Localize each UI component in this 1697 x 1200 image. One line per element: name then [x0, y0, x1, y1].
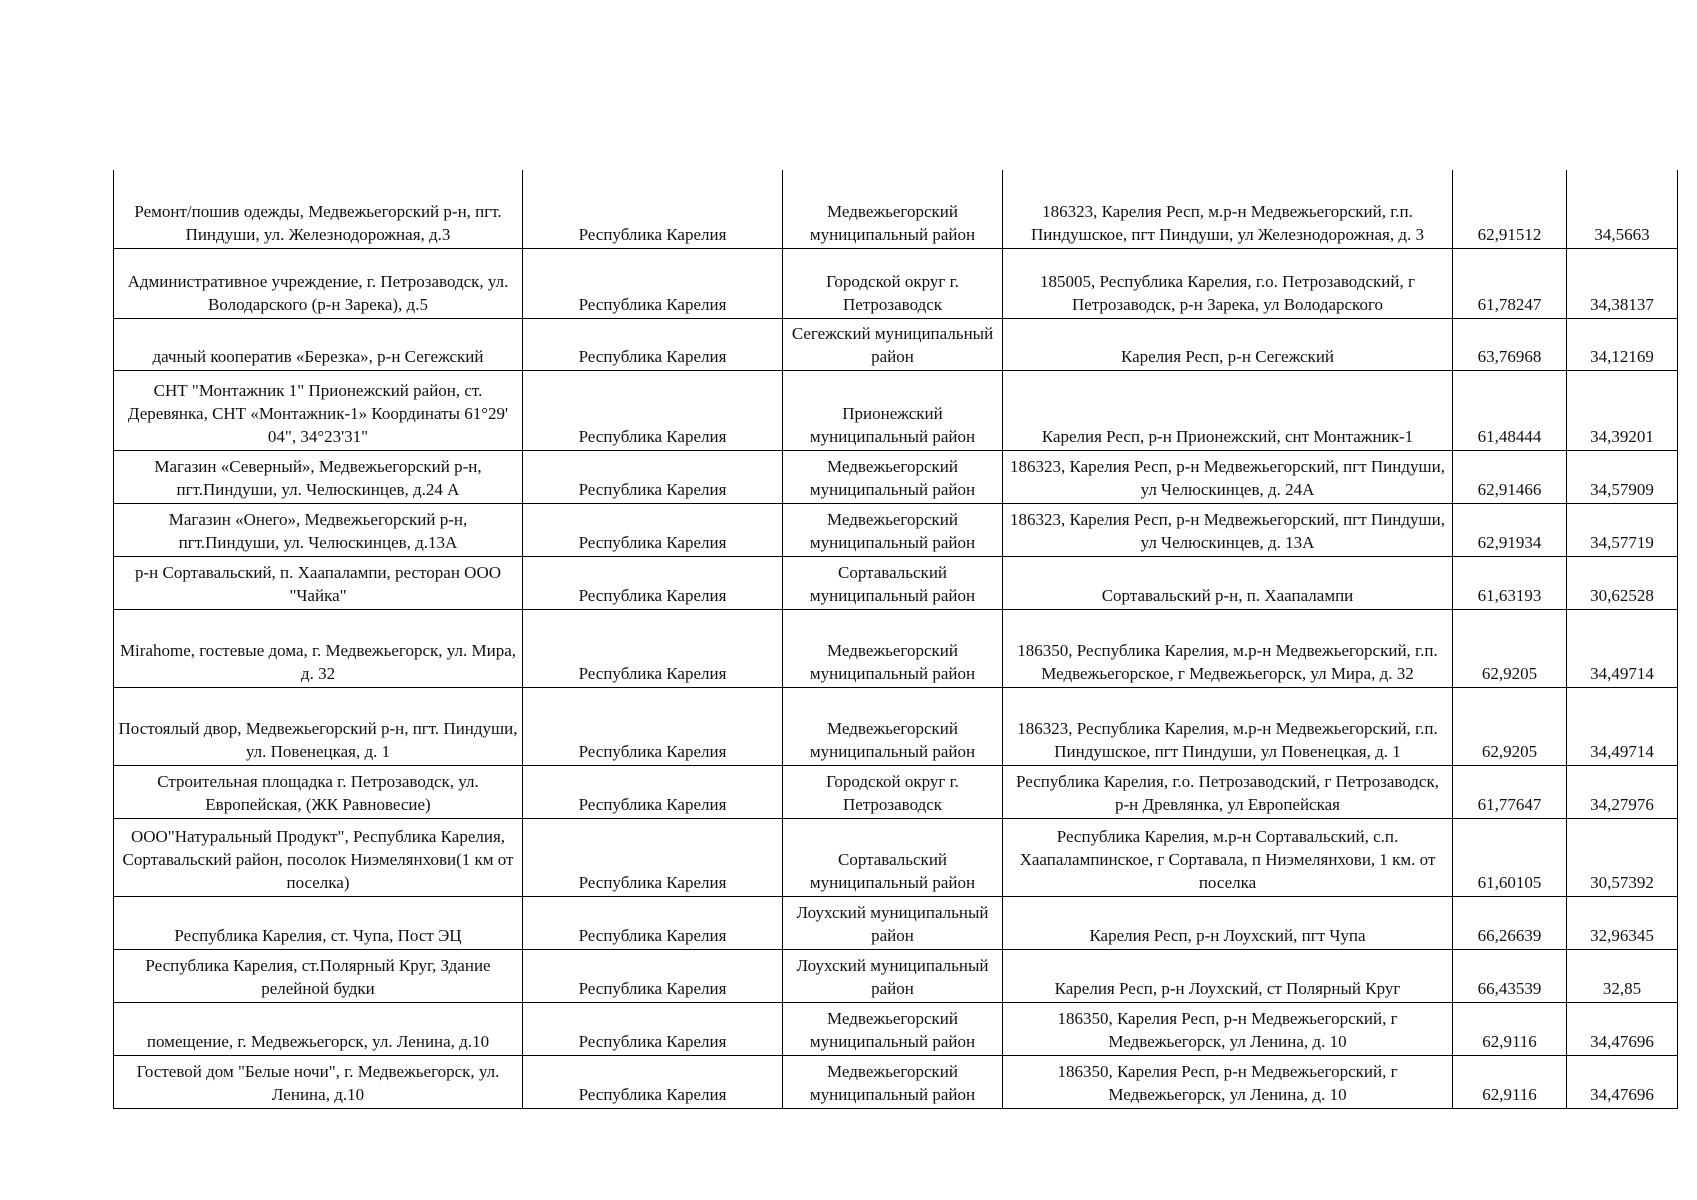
cell-latitude: 62,9116 — [1453, 1002, 1567, 1055]
cell-municipality: Сортавальский муниципальный район — [783, 818, 1003, 896]
cell-latitude: 62,91934 — [1453, 503, 1567, 556]
cell-latitude: 61,60105 — [1453, 818, 1567, 896]
cell-object-name: Mirahome, гостевые дома, г. Медвежьегорск, ул. Мира, д. 32 — [114, 609, 523, 687]
cell-address: Карелия Респ, р-н Лоухский, ст Полярный Круг — [1003, 949, 1453, 1002]
cell-municipality: Прионежский муниципальный район — [783, 370, 1003, 450]
table-row — [114, 1002, 1678, 1055]
cell-region: Республика Карелия — [523, 765, 783, 818]
cell-municipality: Медвежьегорский муниципальный район — [783, 687, 1003, 765]
cell-longitude: 32,85 — [1567, 949, 1678, 1002]
table-row — [114, 450, 1678, 503]
cell-object-name: Магазин «Онего», Медвежьегорский р-н, пгт.Пиндуши, ул. Челюскинцев, д.13А — [114, 503, 523, 556]
cell-latitude: 62,9205 — [1453, 609, 1567, 687]
cell-address: 185005, Республика Карелия, г.о. Петрозаводский, г Петрозаводск, р-н Зарека, ул Володарского — [1003, 248, 1453, 318]
cell-object-name: СНТ "Монтажник 1" Прионежский район, ст. Деревянка, СНТ «Монтажник-1» Координаты 61°29' 04", 34°23'31" — [114, 370, 523, 450]
cell-address: Республика Карелия, г.о. Петрозаводский, г Петрозаводск, р-н Древлянка, ул Европейская — [1003, 765, 1453, 818]
cell-region: Республика Карелия — [523, 687, 783, 765]
cell-municipality: Городской округ г. Петрозаводск — [783, 765, 1003, 818]
table-row — [114, 818, 1678, 896]
cell-municipality: Медвежьегорский муниципальный район — [783, 503, 1003, 556]
cell-longitude: 34,49714 — [1567, 609, 1678, 687]
cell-municipality: Сегежский муниципальный район — [783, 318, 1003, 370]
cell-object-name: Республика Карелия, ст. Чупа, Пост ЭЦ — [114, 896, 523, 949]
cell-latitude: 61,78247 — [1453, 248, 1567, 318]
cell-latitude: 62,91466 — [1453, 450, 1567, 503]
table-row — [114, 765, 1678, 818]
cell-latitude: 63,76968 — [1453, 318, 1567, 370]
locations-table — [113, 170, 1678, 1109]
table-row — [114, 370, 1678, 450]
cell-longitude: 34,39201 — [1567, 370, 1678, 450]
cell-address: Республика Карелия, м.р-н Сортавальский, с.п. Хаапалампинское, г Сортавала, п Ниэмелянхови, 1 км. от поселка — [1003, 818, 1453, 896]
cell-municipality: Медвежьегорский муниципальный район — [783, 170, 1003, 248]
cell-latitude: 66,26639 — [1453, 896, 1567, 949]
table-row — [114, 687, 1678, 765]
cell-address: 186350, Карелия Респ, р-н Медвежьегорский, г Медвежьегорск, ул Ленина, д. 10 — [1003, 1055, 1453, 1108]
cell-object-name: Постоялый двор, Медвежьегорский р-н, пгт. Пиндуши, ул. Повенецкая, д. 1 — [114, 687, 523, 765]
table-row — [114, 170, 1678, 248]
cell-region: Республика Карелия — [523, 1055, 783, 1108]
cell-object-name: Магазин «Северный», Медвежьегорский р-н, пгт.Пиндуши, ул. Челюскинцев, д.24 А — [114, 450, 523, 503]
cell-longitude: 34,47696 — [1567, 1002, 1678, 1055]
cell-latitude: 66,43539 — [1453, 949, 1567, 1002]
cell-latitude: 62,9116 — [1453, 1055, 1567, 1108]
cell-municipality: Сортавальский муниципальный район — [783, 556, 1003, 609]
cell-object-name: дачный кооператив «Березка», р-н Сегежский — [114, 318, 523, 370]
cell-latitude: 62,91512 — [1453, 170, 1567, 248]
table-row — [114, 1055, 1678, 1108]
cell-region: Республика Карелия — [523, 170, 783, 248]
cell-municipality: Лоухский муниципальный район — [783, 949, 1003, 1002]
cell-region: Республика Карелия — [523, 248, 783, 318]
table-row — [114, 949, 1678, 1002]
cell-latitude: 61,48444 — [1453, 370, 1567, 450]
cell-object-name: помещение, г. Медвежьегорск, ул. Ленина, д.10 — [114, 1002, 523, 1055]
table-row — [114, 556, 1678, 609]
cell-longitude: 34,38137 — [1567, 248, 1678, 318]
cell-municipality: Лоухский муниципальный район — [783, 896, 1003, 949]
cell-address: Сортавальский р-н, п. Хаапалампи — [1003, 556, 1453, 609]
cell-municipality: Медвежьегорский муниципальный район — [783, 1002, 1003, 1055]
cell-longitude: 34,57719 — [1567, 503, 1678, 556]
cell-address: 186323, Карелия Респ, р-н Медвежьегорский, пгт Пиндуши, ул Челюскинцев, д. 24А — [1003, 450, 1453, 503]
table-row — [114, 318, 1678, 370]
cell-region: Республика Карелия — [523, 1002, 783, 1055]
cell-address: 186323, Республика Карелия, м.р-н Медвежьегорский, г.п. Пиндушское, пгт Пиндуши, ул Повенецкая, д. 1 — [1003, 687, 1453, 765]
cell-longitude: 34,27976 — [1567, 765, 1678, 818]
table-row — [114, 896, 1678, 949]
cell-object-name: Административное учреждение, г. Петрозаводск, ул. Володарского (р-н Зарека), д.5 — [114, 248, 523, 318]
cell-address: Карелия Респ, р-н Прионежский, снт Монтажник-1 — [1003, 370, 1453, 450]
cell-region: Республика Карелия — [523, 896, 783, 949]
table-row — [114, 609, 1678, 687]
cell-address: 186350, Карелия Респ, р-н Медвежьегорский, г Медвежьегорск, ул Ленина, д. 10 — [1003, 1002, 1453, 1055]
cell-latitude: 61,77647 — [1453, 765, 1567, 818]
cell-region: Республика Карелия — [523, 556, 783, 609]
cell-object-name: Ремонт/пошив одежды, Медвежьегорский р-н, пгт. Пиндуши, ул. Железнодорожная, д.3 — [114, 170, 523, 248]
cell-region: Республика Карелия — [523, 609, 783, 687]
cell-municipality: Медвежьегорский муниципальный район — [783, 450, 1003, 503]
cell-region: Республика Карелия — [523, 818, 783, 896]
cell-object-name: Республика Карелия, ст.Полярный Круг, Здание релейной будки — [114, 949, 523, 1002]
cell-municipality: Городской округ г. Петрозаводск — [783, 248, 1003, 318]
cell-longitude: 32,96345 — [1567, 896, 1678, 949]
cell-address: 186323, Карелия Респ, р-н Медвежьегорский, пгт Пиндуши, ул Челюскинцев, д. 13А — [1003, 503, 1453, 556]
cell-longitude: 34,47696 — [1567, 1055, 1678, 1108]
cell-longitude: 34,12169 — [1567, 318, 1678, 370]
cell-municipality: Медвежьегорский муниципальный район — [783, 1055, 1003, 1108]
cell-object-name: р-н Сортавальский, п. Хаапалампи, ресторан ООО "Чайка" — [114, 556, 523, 609]
cell-longitude: 30,62528 — [1567, 556, 1678, 609]
table-body — [114, 170, 1678, 1108]
cell-region: Республика Карелия — [523, 503, 783, 556]
table-row — [114, 503, 1678, 556]
cell-region: Республика Карелия — [523, 318, 783, 370]
cell-object-name: Гостевой дом "Белые ночи", г. Медвежьегорск, ул. Ленина, д.10 — [114, 1055, 523, 1108]
cell-longitude: 30,57392 — [1567, 818, 1678, 896]
cell-region: Республика Карелия — [523, 370, 783, 450]
cell-region: Республика Карелия — [523, 949, 783, 1002]
cell-latitude: 61,63193 — [1453, 556, 1567, 609]
cell-region: Республика Карелия — [523, 450, 783, 503]
cell-object-name: Строительная площадка г. Петрозаводск, ул. Европейская, (ЖК Равновесие) — [114, 765, 523, 818]
cell-address: Карелия Респ, р-н Сегежский — [1003, 318, 1453, 370]
cell-latitude: 62,9205 — [1453, 687, 1567, 765]
cell-longitude: 34,49714 — [1567, 687, 1678, 765]
cell-address: 186350, Республика Карелия, м.р-н Медвежьегорский, г.п. Медвежьегорское, г Медвежьегорск, ул Мира, д. 32 — [1003, 609, 1453, 687]
cell-longitude: 34,5663 — [1567, 170, 1678, 248]
cell-object-name: ООО"Натуральный Продукт", Республика Карелия, Сортавальский район, посолок Ниэмелянхови(1 км от поселка) — [114, 818, 523, 896]
cell-municipality: Медвежьегорский муниципальный район — [783, 609, 1003, 687]
cell-address: 186323, Карелия Респ, м.р-н Медвежьегорский, г.п. Пиндушское, пгт Пиндуши, ул Железнодорожная, д. 3 — [1003, 170, 1453, 248]
cell-address: Карелия Респ, р-н Лоухский, пгт Чупа — [1003, 896, 1453, 949]
table-row — [114, 248, 1678, 318]
cell-longitude: 34,57909 — [1567, 450, 1678, 503]
